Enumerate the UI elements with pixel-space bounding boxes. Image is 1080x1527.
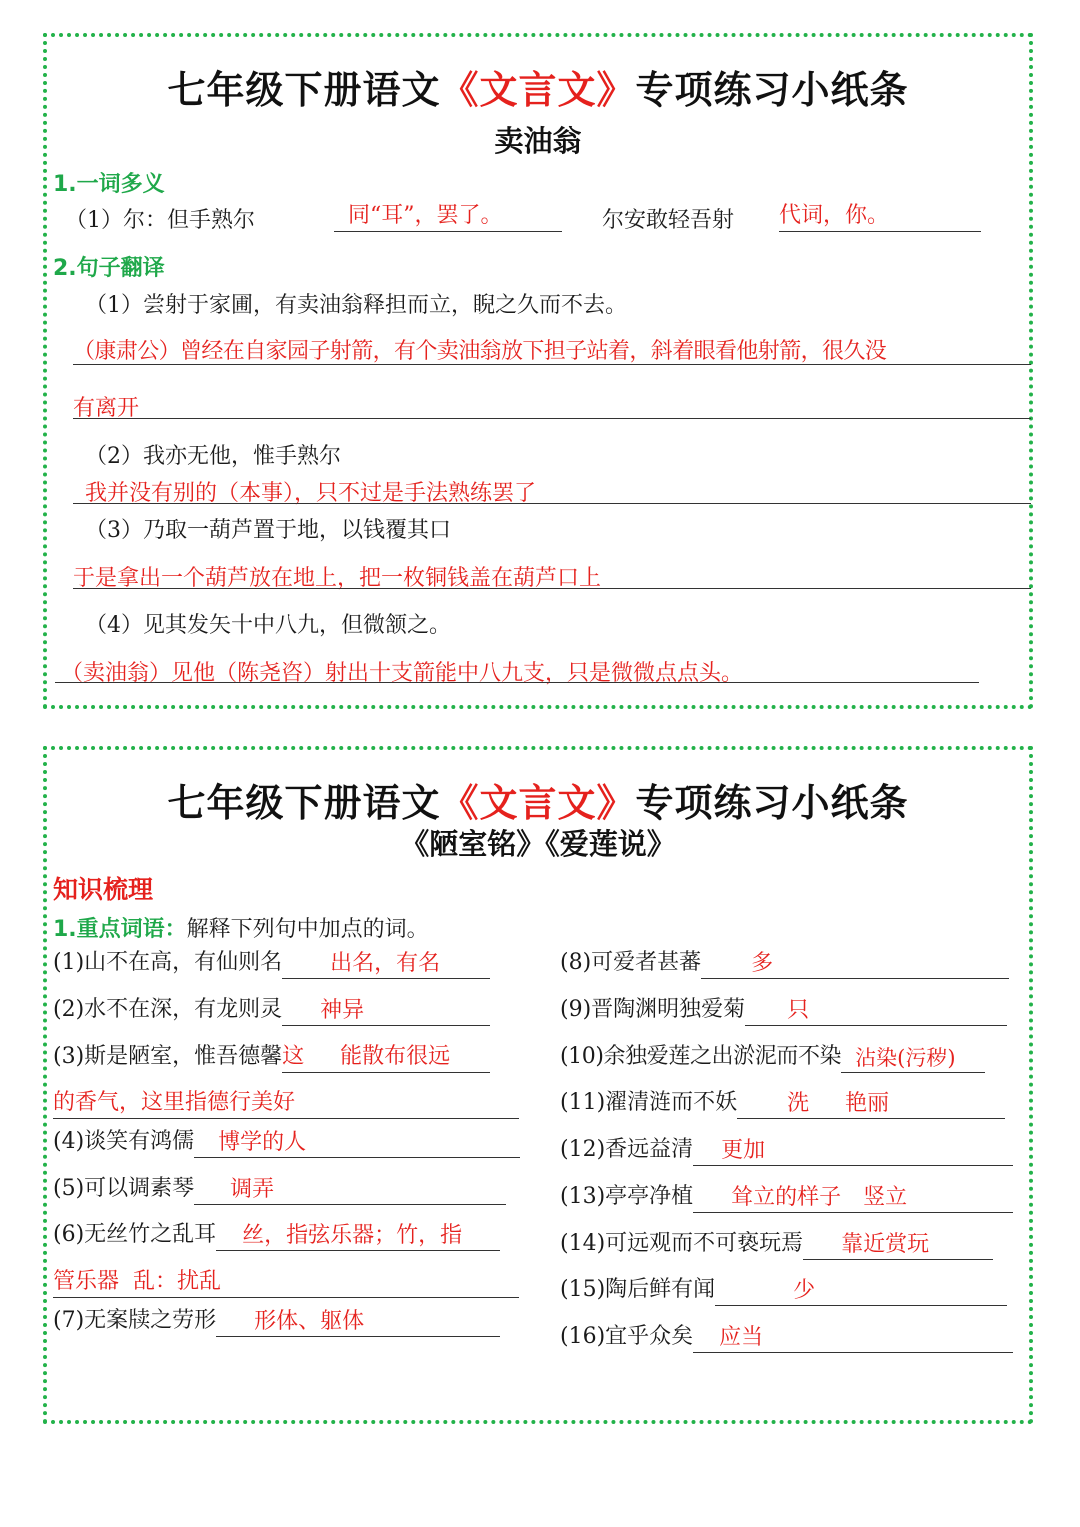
card-title [47, 59, 1029, 114]
vocab-item-5: (5)可以调素琴 调弄 [53, 1173, 506, 1205]
vocab-item-6: (6)无丝竹之乱耳 丝，指弦乐器；竹，指 [53, 1219, 500, 1251]
vocab-instruction: 解释下列句中加点的词。 [186, 917, 429, 942]
lesson-title: 《陋室铭》《爱莲说》 [400, 827, 676, 861]
lesson-title: 卖油翁 [494, 124, 582, 158]
section-heading-knowledge: 知识梳理 [53, 875, 154, 904]
translation-question-1: （1）尝射于家圃，有卖油翁释担而立，睨之久而不去。 [85, 293, 627, 318]
vocab-item-12: (12)香远益清 更加 [560, 1134, 1013, 1166]
card-title [47, 772, 1029, 827]
answer-line [73, 503, 1031, 504]
polysemy-question-2: 尔安敢轻吾射 [602, 208, 735, 233]
vocab-item-13: (13)亭亭净植 耸立的样子 竖立 [560, 1181, 1013, 1213]
polysemy-question-1: （1）尔：但手熟尔 [65, 208, 255, 233]
vocab-item-16: (16)宜乎众矣 应当 [560, 1321, 1013, 1353]
vocab-item-1: (1)山不在高，有仙则名 出名，有名 [53, 947, 490, 979]
title-highlight: 《文言文》 [440, 780, 636, 825]
vocab-item-2: (2)水不在深，有龙则灵 神异 [53, 994, 490, 1026]
answer-line [73, 418, 1031, 419]
title-suffix: 专项练习小纸条 [635, 781, 909, 825]
vocab-item-10: (10)余独爱莲之出淤泥而不染 沾染(污秽) [560, 1041, 985, 1073]
vocab-item-3: (3)斯是陋室，惟吾德馨这 能散布很远 [53, 1041, 490, 1073]
translation-question-3: （3）乃取一葫芦置于地，以钱覆其口 [85, 518, 451, 543]
note-card-lou-shi-ming [43, 746, 1033, 1424]
section-heading-translation: 2.句子翻译 [53, 256, 165, 281]
translation-question-2: （2）我亦无他，惟手熟尔 [85, 444, 341, 469]
translation-answer-4: （卖油翁）见他（陈尧咨）射出十支箭能中八九支，只是微微点点头。 [61, 661, 744, 686]
vocab-item-9: (9)晋陶渊明独爱菊 只 [560, 994, 1007, 1026]
title-suffix: 专项练习小纸条 [635, 68, 909, 112]
polysemy-answer-1: 同“耳”，罢了。 [334, 201, 562, 232]
vocab-item-8: (8)可爱者甚蕃 多 [560, 947, 1009, 979]
section-heading-polysemy: 1.一词多义 [53, 172, 165, 197]
vocab-item-6-continued: 管乐器 乱：扰乱 [53, 1266, 519, 1298]
vocab-heading: 1.重点词语：解释下列句中加点的词。 [53, 917, 429, 942]
vocab-item-15: (15)陶后鲜有闻 少 [560, 1274, 1007, 1306]
translation-answer-3: 于是拿出一个葫芦放在地上，把一枚铜钱盖在葫芦口上 [73, 566, 602, 591]
title-prefix: 七年级下册语文 [167, 781, 441, 825]
translation-question-4: （4）见其发矢十中八九，但微颔之。 [85, 613, 451, 638]
vocab-item-11: (11)濯清涟而不妖 洗 艳丽 [560, 1087, 1005, 1119]
note-card-mai-you-weng [43, 33, 1033, 709]
answer-line [73, 364, 1031, 365]
answer-line [55, 682, 979, 683]
vocab-item-3-continued: 的香气，这里指德行美好 [53, 1087, 519, 1119]
translation-answer-1b: 有离开 [73, 396, 140, 421]
translation-answer-2: 我并没有别的（本事），只不过是手法熟练罢了 [85, 481, 537, 506]
title-prefix: 七年级下册语文 [167, 68, 441, 112]
vocab-item-4: (4)谈笑有鸿儒 博学的人 [53, 1126, 520, 1158]
vocab-item-14: (14)可远观而不可亵玩焉 靠近赏玩 [560, 1228, 993, 1260]
answer-line [73, 588, 1031, 589]
translation-answer-1a: （康肃公）曾经在自家园子射箭，有个卖油翁放下担子站着，斜着眼看他射箭，很久没 [73, 339, 887, 364]
title-highlight: 《文言文》 [440, 67, 636, 112]
vocab-item-7: (7)无案牍之劳形 形体、躯体 [53, 1305, 500, 1337]
polysemy-answer-2: 代词，你。 [779, 201, 981, 232]
